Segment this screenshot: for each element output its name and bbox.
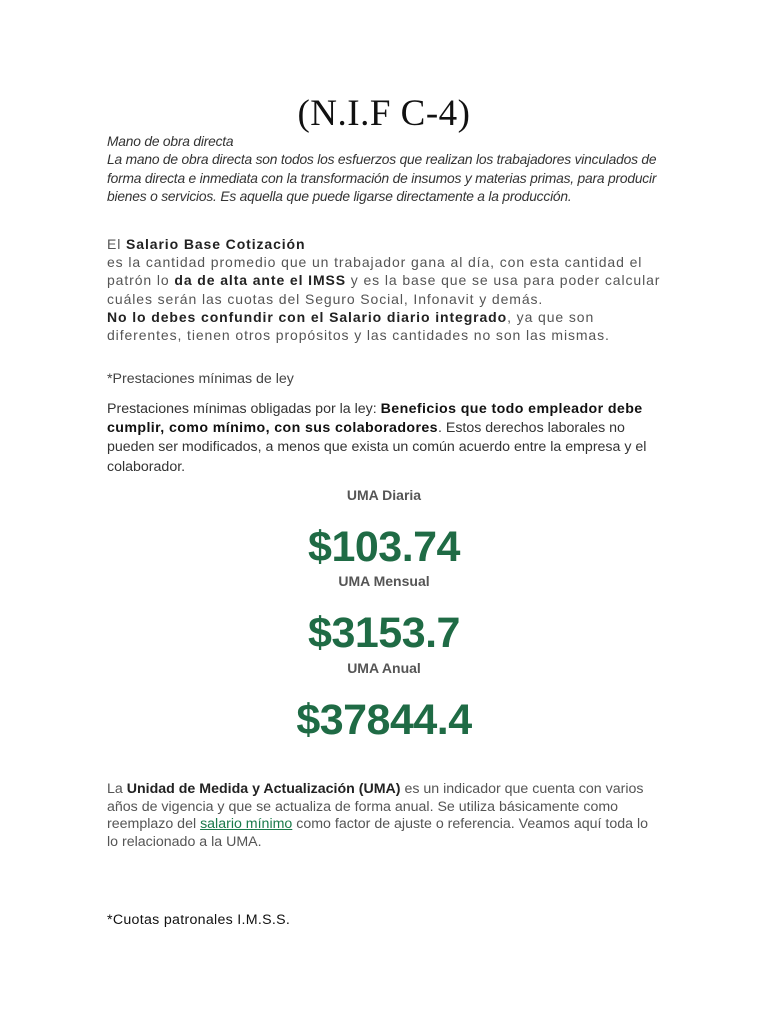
prestaciones-body [107, 400, 667, 477]
uma-mensual-block [0, 573, 768, 589]
uma-anual-block [0, 660, 768, 676]
uma-desc-prefix: La [107, 781, 127, 797]
salario-warning [107, 308, 667, 344]
intro-body: La mano de obra directa son todos los esfuerzos que realizan los trabajadores vinculados de forma directa e inmediata con la transformación de insumos y materias primas, para producir bienes o servicios. Es aquella que puede ligarse directamente a la producción. [107, 152, 657, 205]
salario-text2: y es la base que se usa para poder calcular cuáles serán las cuotas del Seguro Social, Infonavit y demás. [107, 272, 661, 307]
uma-anual-label: UMA Anual [347, 660, 421, 676]
uma-diaria-label: UMA Diaria [346, 487, 422, 503]
prestaciones-bold: Beneficios que todo empleador debe cumplir, como mínimo, con sus colaboradores [107, 401, 643, 437]
salario-bold1: da de alta ante el IMSS [174, 272, 347, 289]
salario-section [107, 235, 667, 344]
prestaciones-heading: *Prestaciones mínimas de ley [107, 371, 294, 387]
page-title: (N.I.F C-4) [297, 93, 471, 134]
intro-section [107, 133, 667, 207]
uma-diaria-value-block [0, 523, 768, 572]
intro-heading: Mano de obra directa [107, 134, 234, 149]
uma-diaria-block [0, 487, 768, 503]
salario-body [107, 253, 667, 308]
uma-mensual-value-block [0, 609, 768, 658]
uma-anual-value-block [0, 696, 768, 745]
prestaciones-suffix: . Estos derechos laborales no pueden ser modificados, a menos que exista un común acuerdo entre la empresa y el colaborador. [107, 420, 647, 475]
cuotas-heading: *Cuotas patronales I.M.S.S. [107, 912, 291, 928]
salario-text1: es la cantidad promedio que un trabajador gana al día, con esta cantidad el patrón lo [107, 254, 643, 289]
salario-minimo-link[interactable]: salario mínimo [200, 816, 293, 833]
salario-prefix: El [107, 236, 127, 252]
uma-desc-text2: como factor de ajuste o referencia. Veamos aquí toda lo lo relacionado a la UMA. [107, 816, 648, 850]
salario-bold2: No lo debes confundir con el Salario diario integrado [107, 308, 508, 325]
prestaciones-prefix: Prestaciones mínimas obligadas por la ley: [107, 401, 381, 417]
salario-text3: , ya que son diferentes, tienen otros propósitos y las cantidades no son las mismas. [107, 308, 610, 344]
salario-heading-line [107, 235, 667, 253]
uma-diaria-value: $103.74 [308, 523, 460, 571]
uma-mensual-label: UMA Mensual [338, 573, 430, 589]
uma-mensual-value: $3153.7 [308, 609, 460, 657]
salario-term: Salario Base Cotización [126, 236, 306, 252]
uma-description [107, 781, 652, 851]
uma-desc-bold: Unidad de Medida y Actualización (UMA) [126, 781, 401, 797]
uma-anual-value: $37844.4 [296, 696, 472, 744]
uma-desc-text1: es un indicador que cuenta con varios años de vigencia y que se actualiza de forma anual. Se utiliza básicamente como reemplazo del [107, 781, 644, 833]
